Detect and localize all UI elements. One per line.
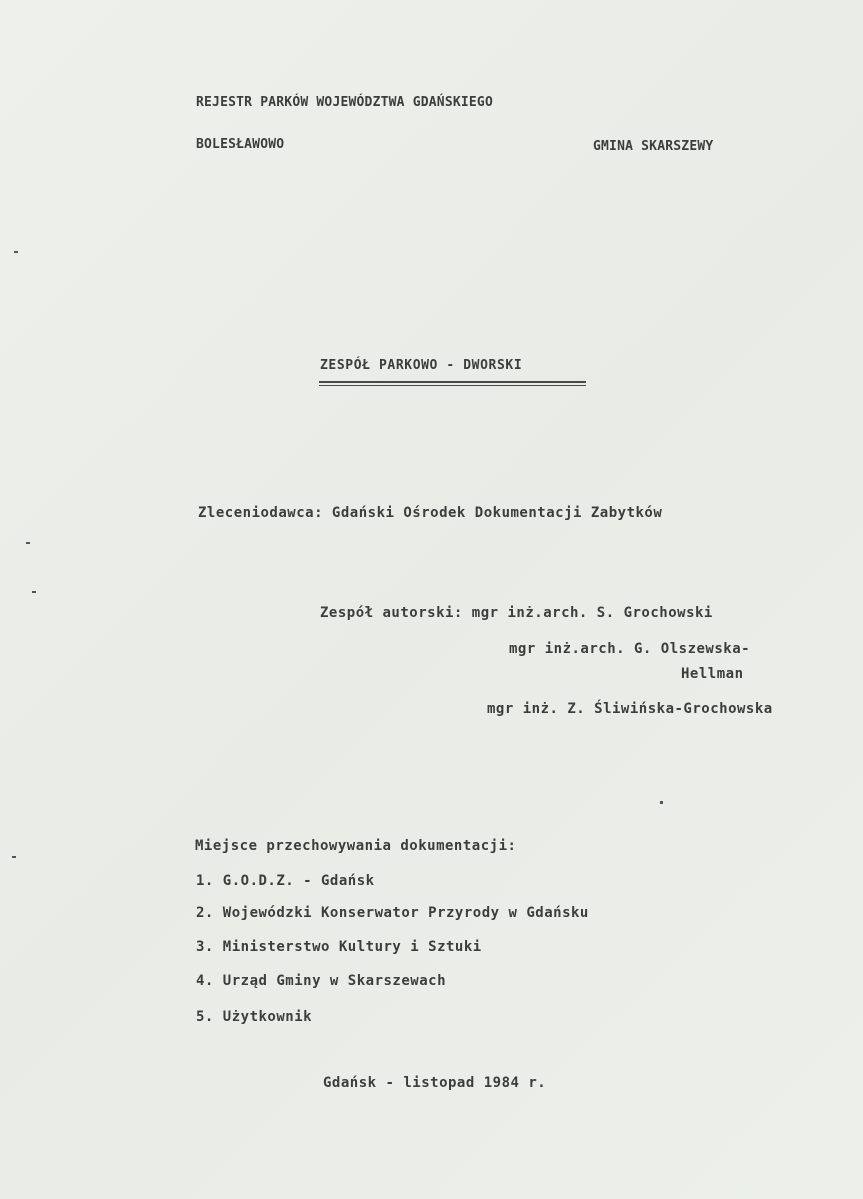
title-underline [319,381,586,383]
title-underline-second [319,385,586,386]
authors-line-3: Hellman [681,666,744,682]
storage-item: 5. Użytkownik [196,1009,313,1025]
margin-speck [32,591,36,593]
authors-line-4: mgr inż. Z. Śliwińska-Grochowska [487,701,773,717]
authors-line-2: mgr inż.arch. G. Olszewska- [509,641,751,657]
storage-heading: Miejsce przechowywania dokumentacji: [195,838,517,854]
place-and-date: Gdańsk - listopad 1984 r. [323,1075,547,1091]
margin-speck [14,251,18,253]
locality-name: BOLESŁAWOWO [196,137,285,152]
storage-item: 1. G.O.D.Z. - Gdańsk [196,873,375,889]
margin-speck [12,856,16,858]
margin-speck [660,801,663,804]
authors-line-1: Zespół autorski: mgr inż.arch. S. Grochowski [320,605,713,621]
commune-name: GMINA SKARSZEWY [593,139,714,154]
storage-item: 2. Wojewódzki Konserwator Przyrody w Gdańsku [196,905,589,921]
register-title: REJESTR PARKÓW WOJEWÓDZTWA GDAŃSKIEGO [196,95,493,110]
document-title: ZESPÓŁ PARKOWO - DWORSKI [320,358,523,373]
margin-speck [26,542,30,544]
commissioner-line: Zleceniodawca: Gdański Ośrodek Dokumentacji Zabytków [198,505,663,521]
storage-item: 3. Ministerstwo Kultury i Sztuki [196,939,482,955]
storage-item: 4. Urząd Gminy w Skarszewach [196,973,447,989]
